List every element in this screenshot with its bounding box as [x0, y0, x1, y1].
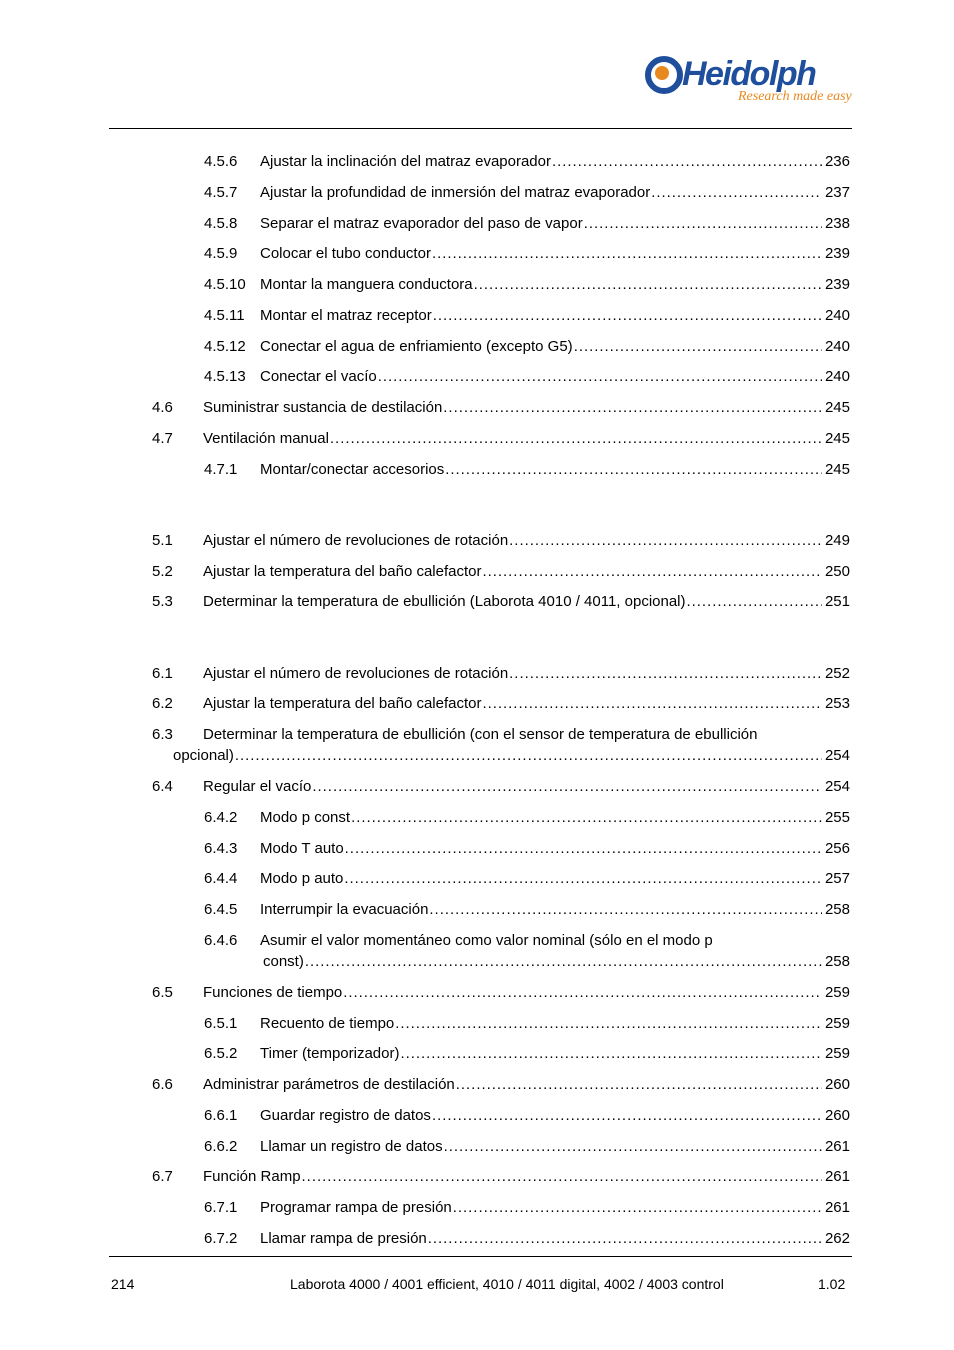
toc-entry[interactable] — [0, 663, 954, 685]
toc-leader-dots — [474, 274, 822, 296]
toc-entry-page: 258 — [824, 901, 850, 918]
toc-entry-page: 258 — [824, 953, 850, 970]
footer-document-title: Laborota 4000 / 4001 efficient, 4010 / 4011 digital, 4002 / 4003 control — [290, 1276, 724, 1292]
toc-leader-dots — [432, 243, 822, 265]
toc-leader-dots — [444, 1136, 822, 1158]
toc-entry-title: Determinar la temperatura de ebullición (Laborota 4010 / 4011, opcional) — [203, 593, 686, 610]
toc-entry-title-continued: const) — [263, 953, 304, 970]
toc-leader-dots — [432, 1105, 822, 1127]
toc-leader-dots — [687, 591, 822, 613]
toc-entry[interactable] — [0, 838, 954, 860]
toc-entry[interactable] — [0, 982, 954, 1004]
toc-entry-title: Recuento de tiempo — [260, 1015, 395, 1032]
toc-entry[interactable] — [0, 1228, 954, 1250]
toc-entry-number: 6.4.6 — [204, 932, 238, 949]
toc-entry-title: Asumir el valor momentáneo como valor nominal (sólo en el modo p — [260, 932, 713, 949]
toc-entry-title: Ventilación manual — [203, 430, 329, 447]
heidolph-logo — [644, 52, 856, 112]
toc-entry-page: 256 — [824, 840, 850, 857]
toc-entry-page: 254 — [824, 747, 850, 764]
toc-entry-number: 6.6.1 — [204, 1107, 238, 1124]
toc-leader-dots — [351, 807, 822, 829]
toc-entry-number: 6.4.5 — [204, 901, 238, 918]
toc-entry[interactable] — [0, 899, 954, 921]
toc-entry-title: Regular el vacío — [203, 778, 312, 795]
toc-leader-dots — [343, 982, 822, 1004]
toc-entry[interactable] — [0, 530, 954, 552]
toc-entry[interactable] — [0, 868, 954, 890]
toc-entry-number: 4.6 — [152, 399, 173, 416]
toc-leader-dots — [443, 397, 822, 419]
toc-leader-dots — [330, 428, 822, 450]
toc-entry[interactable] — [0, 336, 954, 358]
toc-entry-page: 259 — [824, 984, 850, 1001]
toc-entry-page: 253 — [824, 695, 850, 712]
toc-leader-dots — [429, 899, 822, 921]
toc-entry[interactable] — [0, 428, 954, 450]
footer-divider — [109, 1256, 852, 1257]
toc-entry-number: 6.4.3 — [204, 840, 238, 857]
toc-leader-dots — [552, 151, 822, 173]
toc-entry[interactable] — [0, 243, 954, 265]
toc-entry-title: Timer (temporizador) — [260, 1045, 400, 1062]
toc-entry[interactable] — [0, 182, 954, 204]
toc-entry[interactable] — [0, 591, 954, 613]
toc-leader-dots — [378, 366, 822, 388]
toc-entry[interactable] — [0, 366, 954, 388]
toc-entry-number: 6.5.2 — [204, 1045, 238, 1062]
toc-entry[interactable] — [0, 1013, 954, 1035]
toc-entry-title: Conectar el agua de enfriamiento (excepto G5) — [260, 338, 573, 355]
toc-entry[interactable] — [0, 213, 954, 235]
toc-leader-dots — [305, 951, 822, 973]
toc-entry[interactable] — [0, 776, 954, 798]
toc-entry-title: Modo p const — [260, 809, 351, 826]
toc-entry-title: Modo T auto — [260, 840, 344, 857]
toc-entry-title: Colocar el tubo conductor — [260, 245, 431, 262]
toc-entry-page: 254 — [824, 778, 850, 795]
toc-entry-number: 4.5.7 — [204, 184, 238, 201]
toc-leader-dots — [235, 745, 822, 767]
toc-entry-number: 6.6 — [152, 1076, 173, 1093]
toc-entry-page: 252 — [824, 665, 850, 682]
toc-entry-number: 4.5.13 — [204, 368, 246, 385]
toc-entry-title-continued: opcional) — [173, 747, 234, 764]
toc-entry-page: 240 — [824, 368, 850, 385]
toc-entry-title: Ajustar la inclinación del matraz evaporador — [260, 153, 551, 170]
toc-entry-page: 239 — [824, 276, 850, 293]
toc-entry-number: 6.3 — [152, 726, 173, 743]
toc-entry-title: Montar la manguera conductora — [260, 276, 473, 293]
toc-leader-dots — [509, 530, 822, 552]
toc-entry-title: Suministrar sustancia de destilación — [203, 399, 443, 416]
toc-leader-dots — [395, 1013, 822, 1035]
toc-leader-dots — [302, 1166, 822, 1188]
toc-entry-title: Función Ramp — [203, 1168, 301, 1185]
toc-entry-title: Guardar registro de datos — [260, 1107, 431, 1124]
toc-leader-dots — [312, 776, 822, 798]
toc-leader-dots — [574, 336, 822, 358]
toc-entry-title: Montar el matraz receptor — [260, 307, 432, 324]
toc-entry-page: 240 — [824, 307, 850, 324]
toc-entry-page: 239 — [824, 245, 850, 262]
toc-leader-dots — [483, 561, 822, 583]
toc-entry-page: 260 — [824, 1107, 850, 1124]
toc-entry-number: 4.5.9 — [204, 245, 238, 262]
toc-entry[interactable] — [0, 1074, 954, 1096]
toc-entry-page: 250 — [824, 563, 850, 580]
toc-entry-number: 4.7 — [152, 430, 173, 447]
toc-entry-number: 6.6.2 — [204, 1138, 238, 1155]
toc-entry-number: 6.4.2 — [204, 809, 238, 826]
toc-entry-page: 261 — [824, 1168, 850, 1185]
toc-entry-number: 6.4 — [152, 778, 173, 795]
toc-entry-number: 4.5.10 — [204, 276, 246, 293]
toc-entry[interactable] — [0, 151, 954, 173]
toc-entry-title: Interrumpir la evacuación — [260, 901, 429, 918]
toc-entry-title: Separar el matraz evaporador del paso de vapor — [260, 215, 583, 232]
toc-entry[interactable] — [0, 1197, 954, 1219]
toc-entry-page: 255 — [824, 809, 850, 826]
toc-entry-page: 249 — [824, 532, 850, 549]
toc-entry-number: 6.1 — [152, 665, 173, 682]
toc-entry-number: 6.7 — [152, 1168, 173, 1185]
toc-leader-dots — [445, 459, 822, 481]
toc-leader-dots — [509, 663, 822, 685]
toc-entry-title: Conectar el vacío — [260, 368, 377, 385]
toc-entry-page: 251 — [824, 593, 850, 610]
toc-entry-title: Administrar parámetros de destilación — [203, 1076, 455, 1093]
toc-entry-page: 260 — [824, 1076, 850, 1093]
toc-leader-dots — [344, 868, 822, 890]
toc-entry-title: Montar/conectar accesorios — [260, 461, 445, 478]
toc-leader-dots — [345, 838, 822, 860]
toc-leader-dots — [428, 1228, 822, 1250]
toc-entry-number: 6.5 — [152, 984, 173, 1001]
toc-entry-page: 257 — [824, 870, 850, 887]
toc-entry[interactable] — [0, 1105, 954, 1127]
toc-entry-page: 259 — [824, 1015, 850, 1032]
toc-entry[interactable] — [0, 397, 954, 419]
toc-entry-title: Ajustar la temperatura del baño calefactor — [203, 563, 482, 580]
toc-entry-title: Ajustar la profundidad de inmersión del matraz evaporador — [260, 184, 651, 201]
toc-entry-title: Llamar un registro de datos — [260, 1138, 443, 1155]
toc-entry-number: 6.2 — [152, 695, 173, 712]
toc-entry[interactable] — [0, 693, 954, 715]
toc-leader-dots — [456, 1074, 822, 1096]
toc-entry-page: 245 — [824, 461, 850, 478]
toc-leader-dots — [483, 693, 822, 715]
toc-entry-title: Modo p auto — [260, 870, 344, 887]
toc-entry-page: 262 — [824, 1230, 850, 1247]
toc-entry-number: 6.4.4 — [204, 870, 238, 887]
toc-entry-number: 4.5.12 — [204, 338, 246, 355]
toc-entry-title: Ajustar el número de revoluciones de rotación — [203, 665, 509, 682]
toc-entry-page: 259 — [824, 1045, 850, 1062]
toc-leader-dots — [400, 1043, 822, 1065]
logo-emblem-icon — [644, 55, 684, 95]
toc-entry-page: 236 — [824, 153, 850, 170]
toc-entry-page: 238 — [824, 215, 850, 232]
toc-entry[interactable] — [0, 305, 954, 327]
toc-entry-title: Ajustar la temperatura del baño calefactor — [203, 695, 482, 712]
toc-leader-dots — [433, 305, 822, 327]
toc-entry-page: 261 — [824, 1199, 850, 1216]
header-divider — [109, 128, 852, 129]
toc-entry-page: 261 — [824, 1138, 850, 1155]
logo-tagline: Research made easy — [738, 89, 852, 104]
logo-wordmark: Heidolph — [682, 55, 816, 93]
toc-entry[interactable] — [0, 274, 954, 296]
toc-entry[interactable] — [0, 1166, 954, 1188]
toc-entry-title: Programar rampa de presión — [260, 1199, 452, 1216]
toc-entry-number: 5.3 — [152, 593, 173, 610]
toc-entry-number: 4.5.6 — [204, 153, 238, 170]
toc-entry-number: 5.2 — [152, 563, 173, 580]
toc-entry-number: 6.5.1 — [204, 1015, 238, 1032]
toc-entry[interactable] — [0, 459, 954, 481]
toc-entry-title: Funciones de tiempo — [203, 984, 343, 1001]
toc-leader-dots — [584, 213, 822, 235]
toc-entry-number: 6.7.2 — [204, 1230, 238, 1247]
toc-entry-number: 5.1 — [152, 532, 173, 549]
toc-entry-page: 237 — [824, 184, 850, 201]
toc-entry-number: 6.7.1 — [204, 1199, 238, 1216]
toc-entry-page: 245 — [824, 399, 850, 416]
toc-entry[interactable] — [0, 1043, 954, 1065]
toc-leader-dots — [651, 182, 822, 204]
toc-entry-title: Determinar la temperatura de ebullición (con el sensor de temperatura de ebullición — [203, 726, 758, 743]
toc-entry-number: 4.5.11 — [204, 307, 245, 324]
footer-page-number: 214 — [111, 1276, 135, 1292]
toc-entry-title: Llamar rampa de presión — [260, 1230, 427, 1247]
footer-version: 1.02 — [818, 1276, 846, 1292]
toc-entry-page: 245 — [824, 430, 850, 447]
toc-entry[interactable] — [0, 807, 954, 829]
toc-entry[interactable] — [0, 561, 954, 583]
toc-leader-dots — [453, 1197, 822, 1219]
toc-entry-number: 4.5.8 — [204, 215, 238, 232]
toc-entry-title: Ajustar el número de revoluciones de rotación — [203, 532, 509, 549]
toc-entry[interactable] — [0, 1136, 954, 1158]
toc-entry-page: 240 — [824, 338, 850, 355]
toc-entry-number: 4.7.1 — [204, 461, 238, 478]
